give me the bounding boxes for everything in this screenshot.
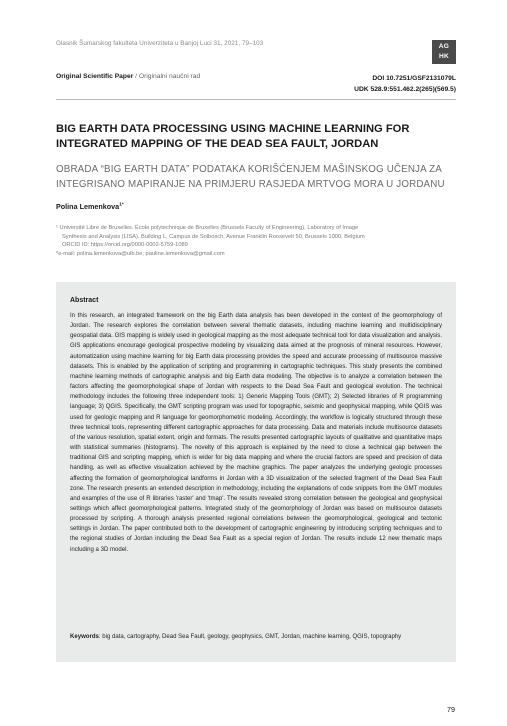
logo-top-text: AG — [438, 43, 450, 50]
paper-type-local: Originalni naučni rad — [138, 73, 201, 80]
keywords — [70, 632, 442, 642]
paper-subtitle: OBRADA “BIG EARTH DATA” PODATAKA KORIŠĆENJEM MAŠINSKOG UČENJA ZA INTEGRISANO MAPIRANJE NA PRIMJERU RASJEDA MRTVOG MORA U JORDANU — [56, 164, 445, 190]
author-affiliation-marker: 1* — [119, 202, 124, 208]
page-number: 79 — [447, 705, 455, 714]
affiliation-line-1: ¹ Université Libre de Bruxelles. École polytechnique de Bruxelles (Brussels Faculty of Engineering), Laboratory of Image — [56, 225, 359, 231]
logo-bottom-text: HK — [438, 53, 450, 60]
keywords-list: : big data, cartography, Dead Sea Fault, geology, geophysics, GMT, Jordan, machine learning, QGIS, topography — [98, 634, 402, 640]
keywords-label: Keywords — [70, 634, 99, 640]
paper-type-separator: / — [133, 73, 139, 80]
abstract-heading: Abstract — [70, 297, 99, 304]
email-line: *e-mail: polina.lemenkova@ulb.be; pauline.lemenkova@gmail.com — [56, 250, 225, 257]
udk-text: UDK 528.9:551.462.2(265)(569.5) — [354, 86, 456, 93]
author-name: Polina Lemenkova — [56, 202, 120, 211]
publisher-logo — [432, 40, 456, 64]
journal-citation: Glasnik Šumarskog fakulteta Univerziteta u Banjoj Luci 31, 2021, 79–103 — [56, 40, 264, 47]
doi-block — [354, 73, 456, 95]
paper-type-label: Original Scientific Paper — [56, 73, 134, 80]
paper-title: BIG EARTH DATA PROCESSING USING MACHINE LEARNING FOR INTEGRATED MAPPING OF THE DEAD SEA FAULT, JORDAN — [56, 123, 410, 150]
author — [56, 202, 124, 211]
header-divider — [56, 99, 456, 100]
abstract-text: In this research, an integrated framework on the big Earth data analysis has been developed in the context of the geomorphology of Jordan. The research explores the correlation between several thematic datasets, including machine learning and multidisciplinary geospatial data. GIS mapping is widely used in geological mapping as the most adequate technical tool for data visualization and analysis. GIS applications encourage geological prospective modeling by visualizing data aimed at the prognosis of mineral resources. However, automatization using machine learning for big Earth data processing provides the speed and accurate processing of multisource massive datasets. This is enabled by the application of scripting and programming in cartographic techniques. This study presents the combined machine learning methods of cartographic analysis and big Earth data modeling. The objective is to analyze a correlation between the factors affecting the geomorphological shape of Jordan with respects to the Dead Sea Fault and geological evolution. The technical methodology includes the following three independent tools: 1) Generic Mapping Tools (GMT); 2) Selected libraries of R programming language; 3) QGIS. Specifically, the GMT scripting program was used for topographic, seismic and geophysical mapping, while QGIS was used for geologic mapping and R language for geomorphometric modeling. Accordingly, the workflow is logically structured through these three technical tools, representing different cartographic approaches for data processing. Data and materials include multisource datasets of the various resolution, spatial extent, origin and formats. The results presented cartographic layouts of qualitative and quantitative maps with statistical summaries (histograms). The novelty of this approach is explained by the need to close a technical gap between the traditional GIS and scripting mapping, which is wider for big data mapping and where the crucial factors are speed and precision of data handling, as well as effective visualization achieved by the machine graphics. The paper analyzes the underlying geologic processes affecting the formation of geomorphological landforms in Jordan with a 3D visualization of the selected fragment of the Dead Sea Fault zone. The research presents an extended description in methodology, including the explanations of code snippets from the GMT modules and examples of the use of R libraries 'raster' and 'tmap'. The results revealed strong correlation between the geological and geophysical settings which affect geomorphological patterns. Integrated study of the geomorphology of Jordan was based on multisource datasets processed by scripting. A thorough analysis presented regional correlations between the geomorphological, geological and tectonic settings in Jordan. The paper contributed both to the development of cartographic engineering by introducing scripting techniques and to the regional studies of Jordan including the Dead Sea Fault as a special region of Jordan. The results include 12 new thematic maps including a 3D model. — [70, 313, 442, 553]
orcid-line: ORCID ID: https://orcid.org/0000-0002-5759-1089 — [62, 242, 188, 249]
doi-text: DOI 10.7251/GSF2131079L — [372, 75, 456, 82]
affiliation-line-2: Synthesis and Analysis (LISA). Building L, Campus de Solbosch, Avenue Franklin Roosevelt 50, Brussels 1000, Belgium — [62, 233, 365, 240]
paper-type — [56, 73, 200, 80]
affiliation — [56, 224, 458, 258]
